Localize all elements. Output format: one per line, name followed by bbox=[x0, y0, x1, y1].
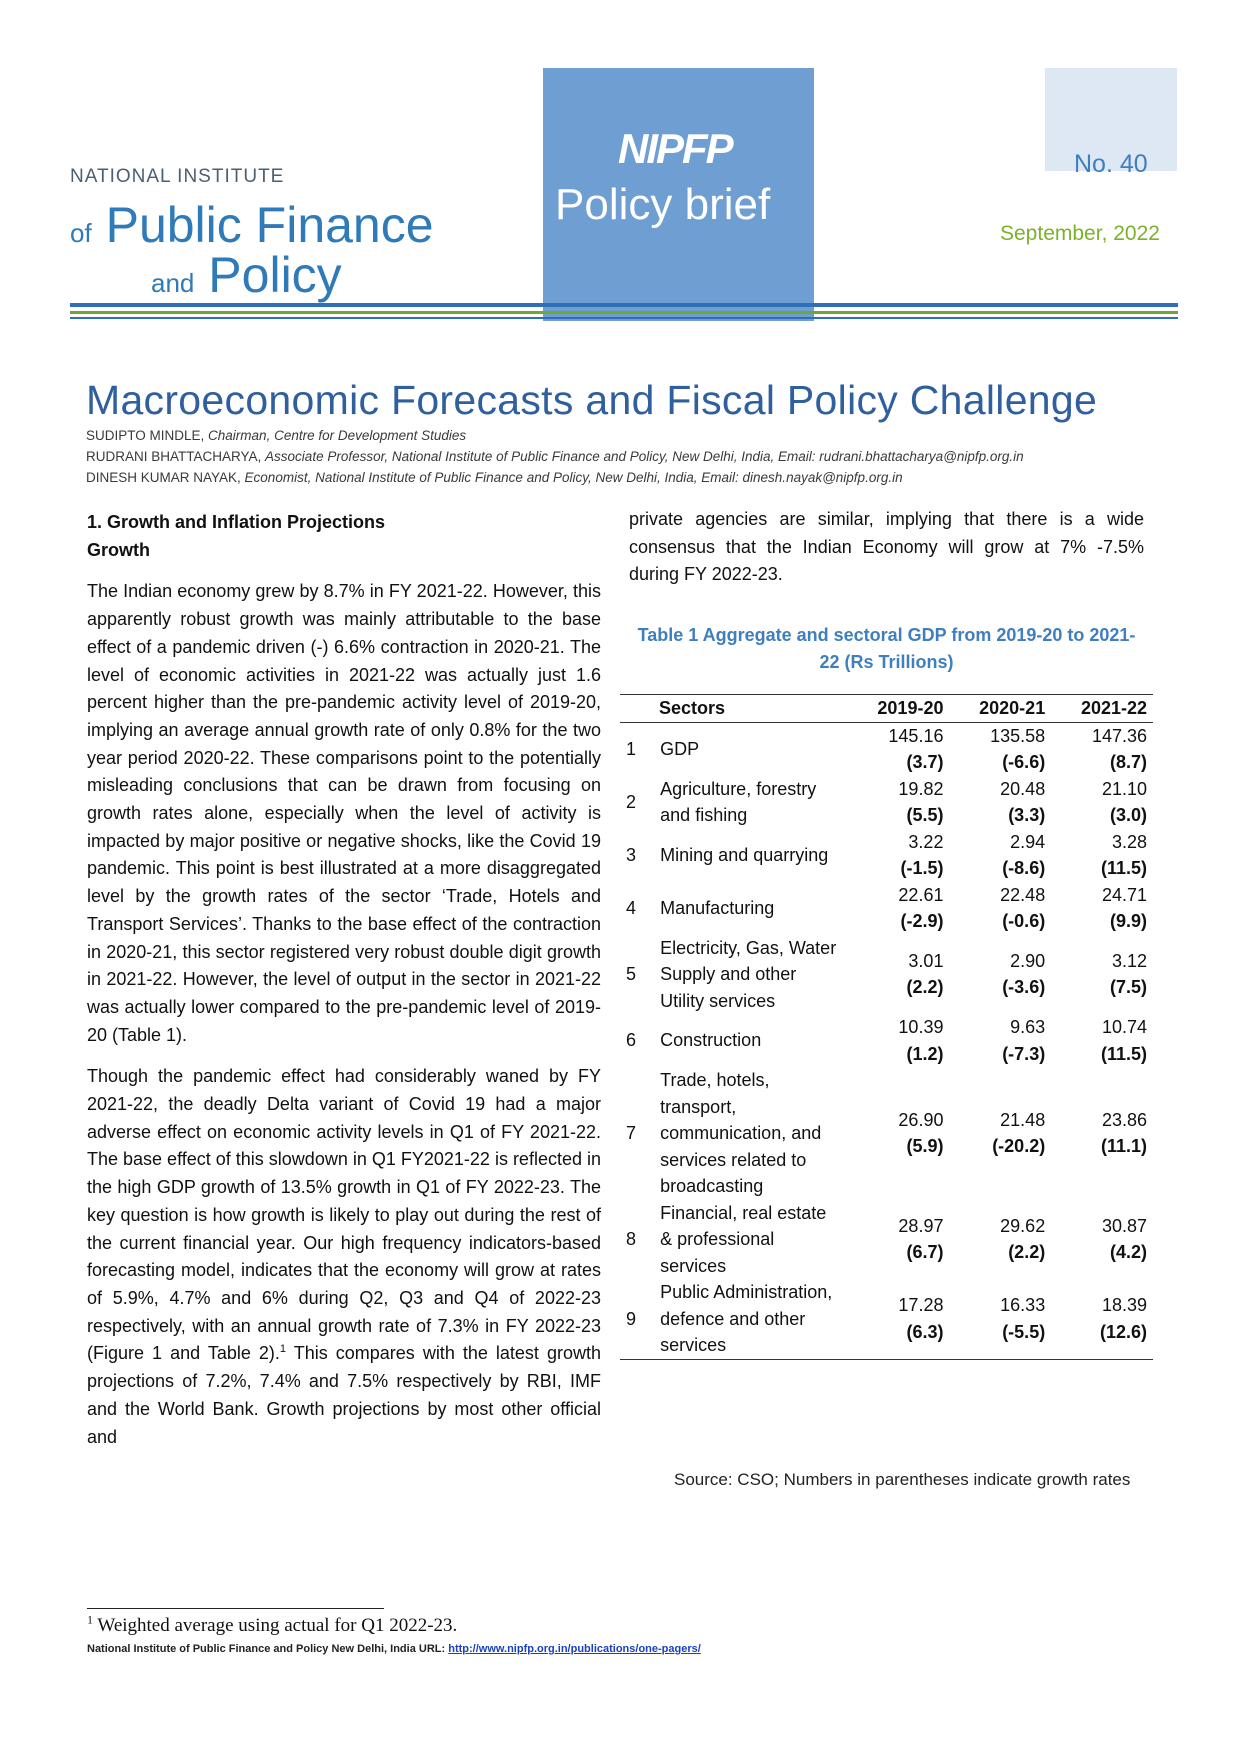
header-2020-21: 2020-21 bbox=[979, 698, 1046, 718]
gdp-value: 22.48 bbox=[1000, 884, 1046, 905]
institute-name-line3 bbox=[151, 247, 342, 311]
gdp-value: 23.86 bbox=[1101, 1109, 1147, 1130]
policy-brief-label: Policy brief bbox=[555, 180, 771, 229]
left-column bbox=[87, 509, 601, 1451]
growth-rate: (8.7) bbox=[1109, 752, 1147, 772]
gdp-value: 28.97 bbox=[898, 1215, 944, 1236]
growth-rate: (-20.2) bbox=[992, 1136, 1046, 1157]
masthead-rule-green bbox=[70, 311, 1178, 314]
value-cell bbox=[949, 882, 1051, 935]
paragraph-2-text-b: This compares with the latest growth projections of 7.2%, 7.4% and 7.5% respectively by RBI, IMF and the World Bank. Growth projections by most other official and bbox=[87, 1343, 601, 1447]
value-cell bbox=[848, 829, 950, 882]
growth-rate: (-5.5) bbox=[1002, 1321, 1046, 1342]
growth-rate: (5.9) bbox=[906, 1136, 944, 1157]
footnote-marker: 1 bbox=[87, 1612, 93, 1627]
table-row bbox=[620, 776, 1153, 829]
gdp-value: 17.28 bbox=[898, 1295, 944, 1316]
growth-rate: (6.3) bbox=[906, 1321, 944, 1342]
author-line-3 bbox=[86, 470, 903, 485]
subsection-heading: Growth bbox=[87, 539, 150, 560]
row-number: 4 bbox=[626, 897, 637, 918]
table-body bbox=[620, 722, 1153, 1359]
growth-rate: (7.5) bbox=[1109, 977, 1147, 998]
gdp-value: 20.48 bbox=[1000, 778, 1046, 799]
growth-rate: (-7.3) bbox=[1002, 1043, 1046, 1064]
value-cell bbox=[949, 722, 1051, 776]
right-column bbox=[629, 506, 1144, 589]
row-number: 3 bbox=[626, 844, 637, 865]
growth-rate: (11.1) bbox=[1100, 1136, 1147, 1157]
gdp-value: 10.74 bbox=[1101, 1017, 1147, 1037]
gdp-value: 16.33 bbox=[1000, 1295, 1046, 1316]
sector-name: GDP bbox=[660, 738, 700, 759]
growth-rate: (-8.6) bbox=[1002, 858, 1046, 878]
paragraph-2-continued: private agencies are similar, implying that there is a wide consensus that the Indian Economy will grow at 7% -7.5% during FY 2022-23. bbox=[629, 509, 1144, 585]
value-cell bbox=[1051, 722, 1153, 776]
gdp-value: 26.90 bbox=[898, 1109, 944, 1130]
row-number: 9 bbox=[626, 1308, 637, 1329]
growth-rate: (11.5) bbox=[1100, 858, 1147, 878]
sector-name: Agriculture, forestry and fishing bbox=[660, 778, 817, 825]
gdp-value: 2.94 bbox=[1010, 831, 1046, 852]
value-cell bbox=[949, 776, 1051, 829]
section-heading: 1. Growth and Inflation Projections bbox=[87, 512, 386, 532]
sector-name: Trade, hotels, transport, communication, and services related to broadcasting bbox=[660, 1070, 822, 1196]
value-cell bbox=[1051, 776, 1153, 829]
growth-rate: (-3.6) bbox=[1002, 977, 1046, 998]
institute-policy: Policy bbox=[208, 247, 342, 303]
table-caption: Table 1 Aggregate and sectoral GDP from 2019-20 to 2021-22 (Rs Trillions) bbox=[637, 625, 1136, 672]
value-cell bbox=[848, 1279, 950, 1359]
gdp-table bbox=[620, 694, 1153, 1360]
gdp-value: 10.39 bbox=[898, 1017, 944, 1037]
gdp-value: 22.61 bbox=[898, 884, 944, 905]
growth-rate: (1.2) bbox=[906, 1043, 944, 1064]
row-number: 7 bbox=[626, 1123, 637, 1143]
sector-name: Financial, real estate & professional services bbox=[660, 1202, 827, 1276]
table-row bbox=[620, 829, 1153, 882]
growth-rate: (6.7) bbox=[906, 1242, 944, 1263]
row-number: 5 bbox=[626, 964, 637, 984]
gdp-value: 3.22 bbox=[908, 831, 944, 852]
page-title: Macroeconomic Forecasts and Fiscal Policy Challenge bbox=[86, 377, 1098, 423]
author-affiliation: Economist, National Institute of Public Finance and Policy, New Delhi, India, Email: dinesh.nayak@nipfp.org.in bbox=[244, 470, 903, 485]
gdp-value: 24.71 bbox=[1101, 884, 1147, 905]
table-header-row bbox=[620, 695, 1153, 723]
sector-name: Public Administration, defence and other services bbox=[660, 1282, 833, 1355]
issue-number: No. 40 bbox=[1074, 150, 1148, 178]
paragraph-2-text-a: Though the pandemic effect had considerably waned by FY 2021-22, the deadly Delta variant of Covid 19 had a major adverse effect on economic activity levels in Q1 of FY 2021-22. The base effect of this slowdown in Q1 FY2021-22 is reflected in the high GDP growth of 13.5% growth in Q1 of FY 2022-23. The key question is how growth is likely to play out during the rest of the current financial year. Our high frequency indicators-based forecasting model, indicates that the economy will grow at rates of 5.9%, 4.7% and 6% during Q2, Q3 and Q4 of 2022-23 respectively, with an annual growth rate of 7.3% in FY 2022-23 (Figure 1 and Table 2). bbox=[87, 1066, 601, 1364]
masthead-rule-blue-thin bbox=[70, 317, 1178, 319]
gdp-value: 3.01 bbox=[908, 950, 944, 971]
value-cell bbox=[949, 1067, 1051, 1200]
gdp-value: 135.58 bbox=[990, 725, 1046, 746]
row-number: 1 bbox=[626, 738, 637, 759]
growth-rate: (-6.6) bbox=[1002, 752, 1046, 772]
growth-rate: (12.6) bbox=[1099, 1321, 1147, 1342]
sector-name: Electricity, Gas, Water Supply and other Utility services bbox=[660, 937, 837, 1011]
value-cell bbox=[1051, 1200, 1153, 1280]
value-cell bbox=[949, 1279, 1051, 1359]
institute-and: and bbox=[151, 268, 195, 298]
table-row bbox=[620, 1279, 1153, 1359]
page-footer bbox=[87, 1643, 701, 1655]
sector-name: Manufacturing bbox=[660, 897, 775, 918]
paragraph-1: The Indian economy grew by 8.7% in FY 2021-22. However, this apparently robust growth was mainly attributable to the base effect of a pandemic driven (-) 6.6% contraction in 2020-21. The level of economic activities in 2021-22 was actually just 1.6 percent higher than the pre-pandemic activity level of 2019-20, implying an average annual growth rate of only 0.8% for the two year period 2020-22. These comparisons point to the potentially misleading conclusions that can be drawn from focusing on growth rates alone, especially when the level of activity is impacted by major positive or negative shocks, like the Covid 19 pandemic. This point is best illustrated at a more disaggregated level by the growth rates of the sector ‘Trade, Hotels and Transport Services’. Thanks to the base effect of the contraction in 2020-21, this sector registered very robust double digit growth in 2021-22. However, the level of output in the sector in 2021-22 was actually lower compared to the pre-pandemic level of 2019-20 (Table 1). bbox=[87, 581, 601, 1045]
growth-rate: (3.3) bbox=[1008, 805, 1046, 825]
growth-rate: (2.2) bbox=[906, 977, 944, 998]
masthead-rule-blue bbox=[70, 303, 1178, 307]
value-cell bbox=[848, 935, 950, 1015]
growth-rate: (-0.6) bbox=[1002, 911, 1046, 931]
nipfp-logo: NIPFP bbox=[618, 125, 732, 172]
value-cell bbox=[848, 882, 950, 935]
gdp-value: 18.39 bbox=[1101, 1295, 1147, 1316]
footnote bbox=[87, 1612, 458, 1637]
institute-public-finance: Public Finance bbox=[105, 197, 434, 253]
growth-rate: (-1.5) bbox=[900, 858, 944, 878]
header-2021-22: 2021-22 bbox=[1080, 698, 1147, 719]
value-cell bbox=[848, 1014, 950, 1067]
value-cell bbox=[1051, 882, 1153, 935]
footer-url-link[interactable]: http://www.nipfp.org.in/publications/one-pagers/ bbox=[448, 1643, 701, 1655]
growth-rate: (11.5) bbox=[1100, 1043, 1147, 1064]
gdp-value: 9.63 bbox=[1010, 1017, 1046, 1037]
author-line-1 bbox=[86, 428, 466, 443]
gdp-value: 3.12 bbox=[1111, 950, 1147, 971]
value-cell bbox=[949, 935, 1051, 1015]
value-cell bbox=[1051, 829, 1153, 882]
author-line-2 bbox=[86, 449, 1024, 464]
author-name: SUDIPTO MINDLE, bbox=[86, 428, 205, 443]
value-cell bbox=[848, 722, 950, 776]
author-name: RUDRANI BHATTACHARYA, bbox=[86, 449, 262, 464]
gdp-value: 145.16 bbox=[888, 725, 944, 746]
gdp-value: 19.82 bbox=[898, 778, 944, 799]
value-cell bbox=[848, 776, 950, 829]
institute-name-line1: NATIONAL INSTITUTE bbox=[70, 166, 285, 187]
row-number: 2 bbox=[626, 791, 637, 812]
growth-rate: (3.7) bbox=[906, 752, 944, 772]
header-2019-20: 2019-20 bbox=[877, 698, 944, 718]
header-sectors: Sectors bbox=[659, 698, 726, 718]
growth-rate: (3.0) bbox=[1109, 805, 1147, 825]
table-row bbox=[620, 1200, 1153, 1280]
value-cell bbox=[949, 1014, 1051, 1067]
row-number: 8 bbox=[626, 1229, 637, 1249]
table-row bbox=[620, 1014, 1153, 1067]
gdp-value: 3.28 bbox=[1111, 831, 1147, 852]
sector-name: Mining and quarrying bbox=[660, 844, 829, 865]
value-cell bbox=[949, 1200, 1051, 1280]
gdp-value: 30.87 bbox=[1101, 1215, 1147, 1236]
footnote-ref: 1 bbox=[279, 1343, 287, 1356]
growth-rate: (4.2) bbox=[1109, 1242, 1147, 1263]
gdp-value: 147.36 bbox=[1091, 725, 1147, 746]
gdp-value: 29.62 bbox=[1000, 1215, 1046, 1236]
paragraph-2 bbox=[87, 1063, 601, 1451]
table-row bbox=[620, 1067, 1153, 1200]
gdp-value: 21.48 bbox=[1000, 1109, 1046, 1130]
author-affiliation: Chairman, Centre for Development Studies bbox=[208, 428, 467, 443]
growth-rate: (-2.9) bbox=[900, 911, 944, 931]
growth-rate: (2.2) bbox=[1008, 1242, 1046, 1263]
author-name: DINESH KUMAR NAYAK, bbox=[86, 470, 241, 485]
value-cell bbox=[1051, 935, 1153, 1015]
table-row bbox=[620, 882, 1153, 935]
footnote-rule bbox=[87, 1608, 384, 1609]
issue-date: September, 2022 bbox=[1000, 222, 1160, 245]
footnote-text: Weighted average using actual for Q1 2022-23. bbox=[93, 1615, 458, 1636]
sector-name: Construction bbox=[660, 1030, 762, 1051]
growth-rate: (9.9) bbox=[1109, 911, 1147, 931]
table-row bbox=[620, 722, 1153, 776]
value-cell bbox=[1051, 1279, 1153, 1359]
author-affiliation: Associate Professor, National Institute of Public Finance and Policy, New Delhi, India, Email: rudrani.bhattacharya@nipfp.org.in bbox=[265, 449, 1024, 464]
footer-text: National Institute of Public Finance and Policy New Delhi, India URL: bbox=[87, 1643, 449, 1655]
table-row bbox=[620, 935, 1153, 1015]
table-source-note: Source: CSO; Numbers in parentheses indicate growth rates bbox=[674, 1470, 1131, 1489]
row-number: 6 bbox=[626, 1030, 637, 1051]
value-cell bbox=[848, 1200, 950, 1280]
gdp-value: 21.10 bbox=[1101, 778, 1147, 799]
value-cell bbox=[1051, 1067, 1153, 1200]
institute-of: of bbox=[70, 218, 92, 248]
value-cell bbox=[949, 829, 1051, 882]
gdp-value: 2.90 bbox=[1010, 950, 1046, 971]
growth-rate: (5.5) bbox=[906, 805, 944, 825]
value-cell bbox=[848, 1067, 950, 1200]
value-cell bbox=[1051, 1014, 1153, 1067]
